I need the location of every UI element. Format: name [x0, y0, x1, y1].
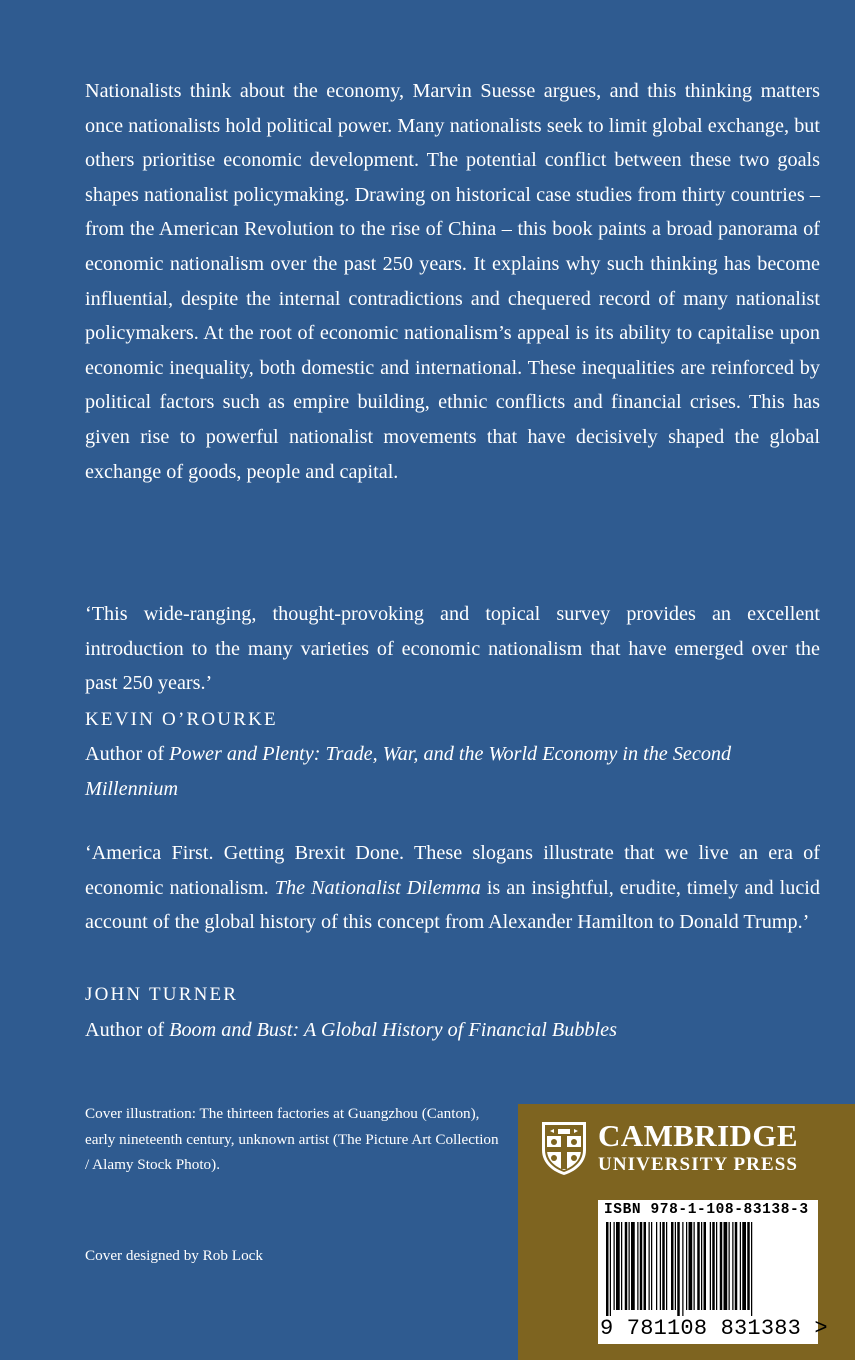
author-of-label: Author of — [85, 743, 165, 765]
publisher-name — [598, 1120, 798, 1176]
publisher-name-line1: CAMBRIDGE — [598, 1118, 798, 1153]
isbn-barcode — [598, 1200, 828, 1344]
endorsement-quote-2 — [85, 836, 820, 940]
author-of-label: Author of — [85, 1019, 165, 1041]
barcode-digits: 9 781108 831383 > — [600, 1316, 828, 1341]
endorser-name-1: KEVIN O’ROURKE — [85, 709, 278, 730]
isbn-label: ISBN 978-1-108-83138-3 — [604, 1202, 809, 1218]
endorser-name-2: JOHN TURNER — [85, 984, 239, 1005]
publisher-panel — [518, 1104, 855, 1360]
cover-illustration-credit: Cover illustration: The thirteen factories at Guangzhou (Canton), early nineteenth century, unknown artist (The Picture Art Collection / Alamy Stock Photo). — [85, 1105, 499, 1174]
quote-text-a: ‘America First. Getting Brexit Done. These slogans illustrate that we live an era of economic nationalism. — [85, 842, 820, 899]
book-blurb: Nationalists think about the economy, Marvin Suesse argues, and this thinking matters once nationalists hold political power. Many nationalists seek to limit global exchange, but others prioritise economic development. The potential conflict between these two goals shapes nationalist policymaking. Drawing on historical case studies from thirty countries – from the American Revolution to the rise of China – this book paints a broad panorama of economic nationalism over the past 250 years. It explains why such thinking has become influential, despite the internal contradictions and chequered record of many nationalist policymakers. At the root of economic nationalism’s appeal is its ability to capitalise upon economic inequality, both domestic and international. These inequalities are reinforced by political factors such as empire building, ethnic conflicts and financial crises. This has given rise to powerful nationalist movements that have decisively shaped the global exchange of goods, people and capital. — [85, 80, 820, 483]
endorser-book-title-2: Boom and Bust: A Global History of Financial Bubbles — [169, 1019, 617, 1041]
quote-book-title: The Nationalist Dilemma — [274, 876, 481, 899]
endorser-credit-1 — [85, 737, 825, 806]
quote-text-b: is an insightful, erudite, timely and lucid account of the global history of this concept from Alexander Hamilton to Donald Trump.’ — [85, 876, 821, 934]
endorser-credit-2 — [85, 1013, 825, 1048]
endorsement-quote-1: ‘This wide-ranging, thought-provoking and topical survey provides an excellent introduction to the many varieties of economic nationalism that have emerged over the past 250 years.’ — [85, 603, 820, 695]
barcode-bars-icon — [606, 1222, 810, 1316]
cambridge-crest-icon — [540, 1120, 588, 1176]
cover-designer-credit: Cover designed by Rob Lock — [85, 1247, 264, 1264]
endorser-book-title-1: Power and Plenty: Trade, War, and the World Economy in the Second Millennium — [85, 743, 732, 800]
publisher-name-line2: UNIVERSITY PRESS — [598, 1154, 799, 1175]
